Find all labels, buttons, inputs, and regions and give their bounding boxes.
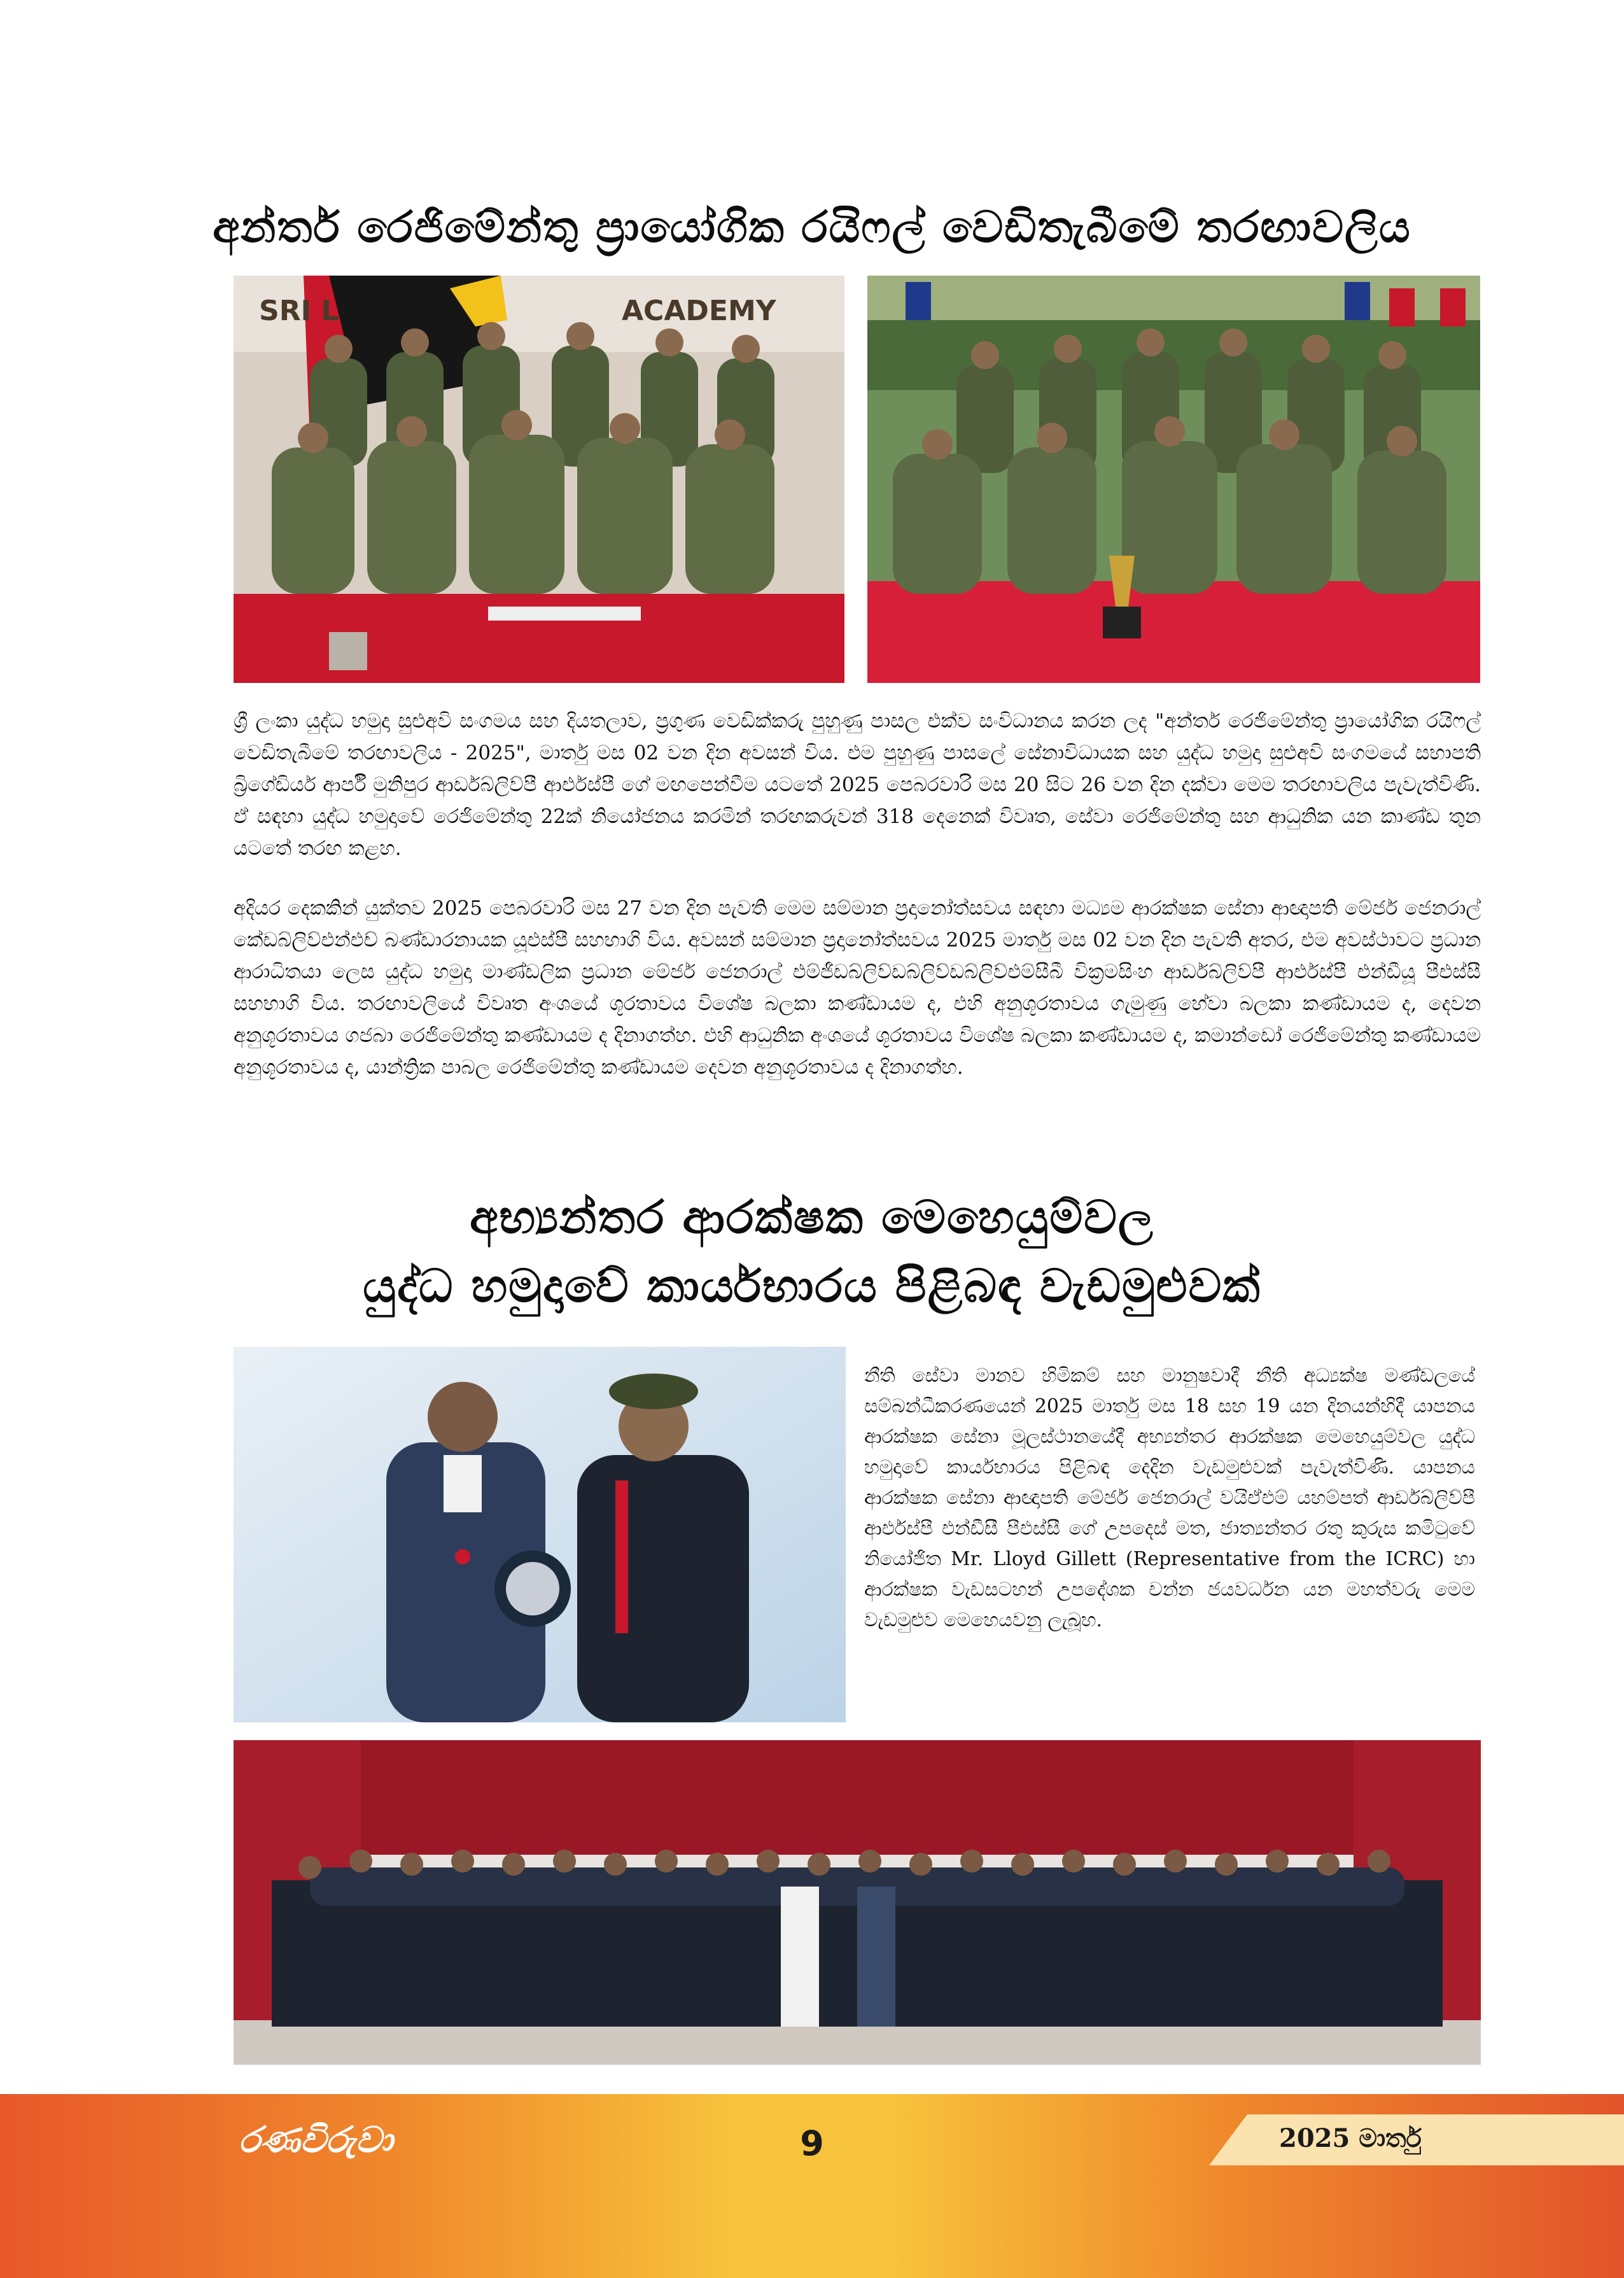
banner-text-right: ACADEMY bbox=[622, 295, 776, 327]
article-1-paragraph-1: ශ්‍රී ලංකා යුද්ධ හමුදා සුළුඅවි සංගමය සහ දියතලාව, ප්‍රගුණ වෙඩික්කරු පුහුණු පාසල එක්ව සංවිධානය කරන ලද "අන්තර් රෙජිමේන්තු ප්‍රායෝගික රයිෆල් වෙඩිතැබීමේ තරඟාවලිය - 2025", මාර්තු මස 02 වන දින අවසන් විය. එම පුහුණු පාසලේ සේනාවිධායක සහ යුද්ධ හමුදා සුළුඅවි සංගමයේ සභාපති බ්‍රිගේඩියර් ආර්පී මුනිපුර ආර්ඩබ්ලිව්පී ආර්එස්පී ගේ මඟපෙන්වීම යටතේ 2025 පෙබරවාරි මස 20 සිට 26 වන දින දක්වා මෙම තරඟාවලිය පැවැත්විණි. ඒ සඳහා යුද්ධ හමුදාවේ රෙජිමේන්තු 22ක් නියෝජනය කරමින් තරඟකරුවන් 318 දෙනෙක් විවෘත, සේවා රෙජිමේන්තු සහ ආධුනික යන කාණ්ඩ තුන යටතේ තරඟ කළහ. bbox=[234, 710, 1481, 860]
photo-award-group-outdoor bbox=[867, 276, 1480, 683]
photo-award-group-stage bbox=[234, 276, 844, 683]
photo-plaque-presentation bbox=[234, 1347, 846, 1722]
issue-date: 2025 මාර්තු bbox=[1279, 2123, 1422, 2153]
article-1-paragraph-2: අදියර දෙකකින් යුක්තව 2025 පෙබරවාරි මස 27 වන දින පැවති මෙම සම්මාන ප්‍රදානෝත්සවය සඳහා මධ්‍යම ආරක්ෂක සේනා ආඥාපති මේජර් ජෙනරාල් කේඩබ්ලිව්එන්එච් බණ්ඩාරනායක යූඑස්පී සහභාගි විය. අවසන් සම්මාන ප්‍රදානෝත්සවය 2025 මාර්තු මස 02 වන දින පැවති අතර, එම අවස්ථාවට ප්‍රධාන ආරාධිතයා ලෙස යුද්ධ හමුදා මාණ්ඩලික ප්‍රධාන මේජර් ජෙනරාල් එම්ජීඩබ්ලිව්ඩබ්ලිව්ඩබ්ලිව්එම්සීබී වික්‍රමසිංහ ආර්ඩබ්ලිව්පී ආර්එස්පී එන්ඩීයූ පීඑස්සී සහභාගි විය. තරඟාවලියේ විවෘත අංශයේ ශූරතාවය විශේෂ බලකා කණ්ඩායම ද, එහි අනුශූරතාවය ගැමුණු හේවා බලකා කණ්ඩායම ද, දෙවන අනුශූරතාවය ගජබා රෙජිමේන්තු කණ්ඩායම ද දිනාගත්හ. එහි ආධුනික අංශයේ ශූරතාවය විශේෂ බලකා කණ්ඩායම ද, කමාන්ඩෝ රෙජිමේන්තු කණ්ඩායම අනුශූරතාවය ද, යාන්ත්‍රික පාබල රෙජිමේන්තු කණ්ඩායම දෙවන අනුශූරතාවය ද දිනාගත්හ. bbox=[234, 897, 1481, 1079]
magazine-brand: රණවිරුවා bbox=[239, 2120, 393, 2161]
article-2-title-line-1: අභ්‍යන්තර ආරක්ෂක මෙහෙයුම්වල bbox=[470, 1190, 1154, 1244]
article-2-paragraph: නීති සේවා මානව හිමිකම් සහ මානුෂවාදී නීති අධ්‍යක්ෂ මණ්ඩලයේ සම්බන්ධීකරණයෙන් 2025 මාර්තු මස 18 සහ 19 යන දිනයන්හිදී යාපනය ආරක්ෂක සේනා මූලස්ථානයේදී අභ්‍යන්තර ආරක්ෂක මෙහෙයුම්වල යුද්ධ හමුදාවේ කාර්යභාරය පිළිබඳ දෙදින වැඩමුළුවක් පැවැත්විණි. යාපනය ආරක්ෂක සේනා ආඥාපති මේජර් ජෙනරාල් වයිඒඑම් යහම්පත් ආර්ඩබ්ලිව්පී ආර්එස්පී එන්ඩීසී පීඑස්සී ගේ උපදෙස් මත, ජාත්‍යන්තර රතු කුරුස කමිටුවේ නියෝජිත Mr. Lloyd Gillett (Representative from the ICRC) හා ආරක්ෂක වැඩසටහන් උපදේශක චන්න ජයවර්ධන යන මහත්වරු මෙම වැඩමුළුව මෙහෙයවනු ලැබූහ. bbox=[864, 1365, 1475, 1631]
page-number: 9 bbox=[800, 2123, 824, 2163]
article-1-title: අන්තර් රෙජිමේන්තු ප්‍රායෝගික රයිෆල් වෙඩිතැබීමේ තරඟාවලිය bbox=[213, 202, 1411, 253]
article-2-title-line-2: යුද්ධ හමුදාවේ කාර්යභාරය පිළිබඳ වැඩමුළුවක් bbox=[363, 1259, 1261, 1312]
banner-text-left: SRI L bbox=[259, 295, 339, 327]
photo-workshop-group bbox=[234, 1740, 1481, 2065]
